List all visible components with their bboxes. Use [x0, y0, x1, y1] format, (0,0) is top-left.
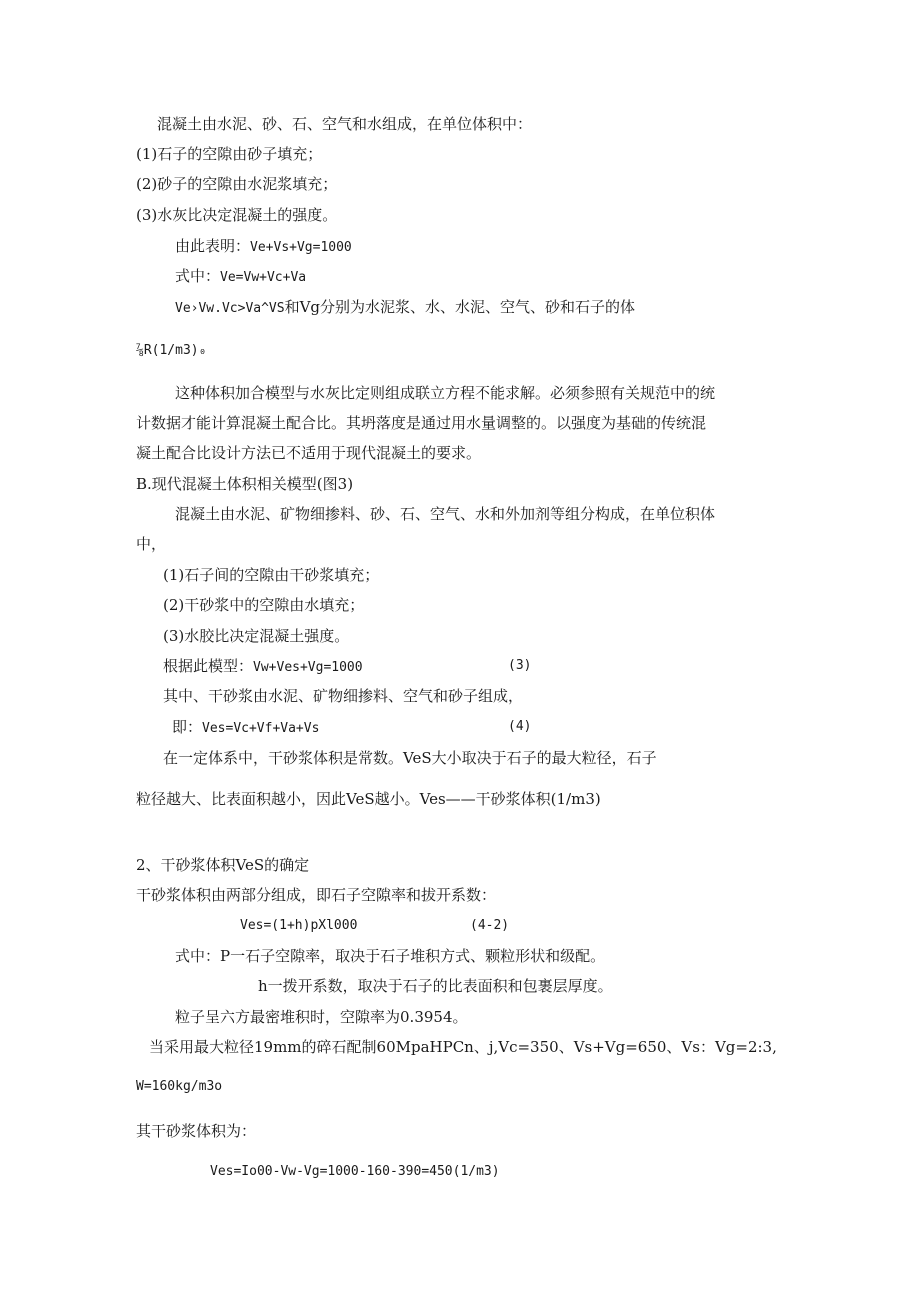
- variables-text: 和Vg分别为水泥浆、水、水泥、空气、砂和石子的体: [284, 298, 636, 316]
- result-equation: Ves=Io00-Vw-Vg=1000-160-390=450(1/m3): [210, 1164, 500, 1179]
- equation-label: 由此表明：: [175, 237, 251, 255]
- list-item: (2)干砂浆中的空隙由水填充；: [163, 596, 365, 614]
- equation-line: [163, 656, 363, 678]
- variables: Ve›Vw.Vc>Va^VS: [175, 301, 285, 316]
- list-item: (3)水胶比决定混凝土强度。: [163, 627, 350, 645]
- paragraph-line: 粒子呈六方最密堆积时，空隙率为0.3954。: [175, 1008, 468, 1026]
- paragraph-line: 凝土配合比设计方法已不适用于现代混凝土的要求。: [136, 444, 482, 462]
- equation-label: 即：: [172, 718, 203, 736]
- paragraph-line: 干砂浆体积由两部分组成，即石子空隙率和拔开系数：: [136, 886, 497, 904]
- section-heading: B.现代混凝土体积相关模型(图3): [136, 475, 354, 493]
- paragraph-line: 其干砂浆体积为：: [136, 1122, 257, 1140]
- equation-number: (4): [508, 719, 532, 734]
- paragraph-line: 粒径越大、比表面积越小，因此VeS越小。Ves——干砂浆体积(1/m3): [136, 790, 601, 808]
- equation: Ve+Vs+Vg=1000: [250, 240, 352, 255]
- paragraph-line: 其中、干砂浆由水泥、矿物细掺料、空气和砂子组成，: [163, 687, 524, 705]
- definition-p: 式中：P一石子空隙率，取决于石子堆积方式、颗粒形状和级配。: [175, 947, 606, 965]
- paragraph-line: 当采用最大粒径19mm的碎石配制60MpaHPCn、j,Vc=350、Vs+Vg=650、Vs：Vg=2:3,: [149, 1038, 777, 1056]
- list-item: (3)水灰比决定混凝土的强度。: [136, 206, 338, 224]
- equation-number: (3): [508, 658, 532, 673]
- paragraph-line: 计数据才能计算混凝土配合比。其坍落度是通过用水量调整的。以强度为基础的传统混: [136, 414, 707, 432]
- equation-label: 根据此模型：: [163, 657, 254, 675]
- definition-h: h一拨开系数，取决于石子的比表面积和包裹层厚度。: [258, 977, 613, 995]
- paragraph-line: 这种体积加合模型与水灰比定则组成联立方程不能求解。必须参照有关规范中的统: [175, 384, 716, 402]
- paragraph-line: 中，: [136, 535, 167, 553]
- variables-line: [175, 297, 635, 319]
- section-heading: 2、干砂浆体积VeS的确定: [136, 856, 310, 874]
- paragraph-intro: 混凝土由水泥、砂、石、空气和水组成，在单位体积中：: [157, 115, 533, 133]
- paragraph-line: W=160kg/m3o: [136, 1079, 223, 1094]
- where-label: 式中：: [175, 267, 221, 285]
- list-item: (1)石子的空隙由砂子填充；: [136, 145, 323, 163]
- list-item: (2)砂子的空隙由水泥浆填充；: [136, 175, 338, 193]
- unit-line: ⅞R(1/m3)₀: [136, 343, 207, 358]
- list-item: (1)石子间的空隙由干砂浆填充；: [163, 566, 380, 584]
- equation: Ves=Vc+Vf+Va+Vs: [202, 721, 320, 736]
- paragraph-line: 混凝土由水泥、矿物细掺料、砂、石、空气、水和外加剂等组分构成，在单位积体: [175, 505, 716, 523]
- equation: Vw+Ves+Vg=1000: [253, 660, 363, 675]
- equation-number: (4-2): [470, 918, 510, 933]
- paragraph-line: 在一定体系中，干砂浆体积是常数。VeS大小取决于石子的最大粒径，石子: [163, 749, 657, 767]
- equation: Ves=(1+h)pXl000: [240, 918, 358, 933]
- equation-line: [175, 236, 352, 258]
- where-line: [175, 266, 306, 288]
- where-equation: Ve=Vw+Vc+Va: [220, 270, 307, 285]
- equation-line: [172, 717, 319, 739]
